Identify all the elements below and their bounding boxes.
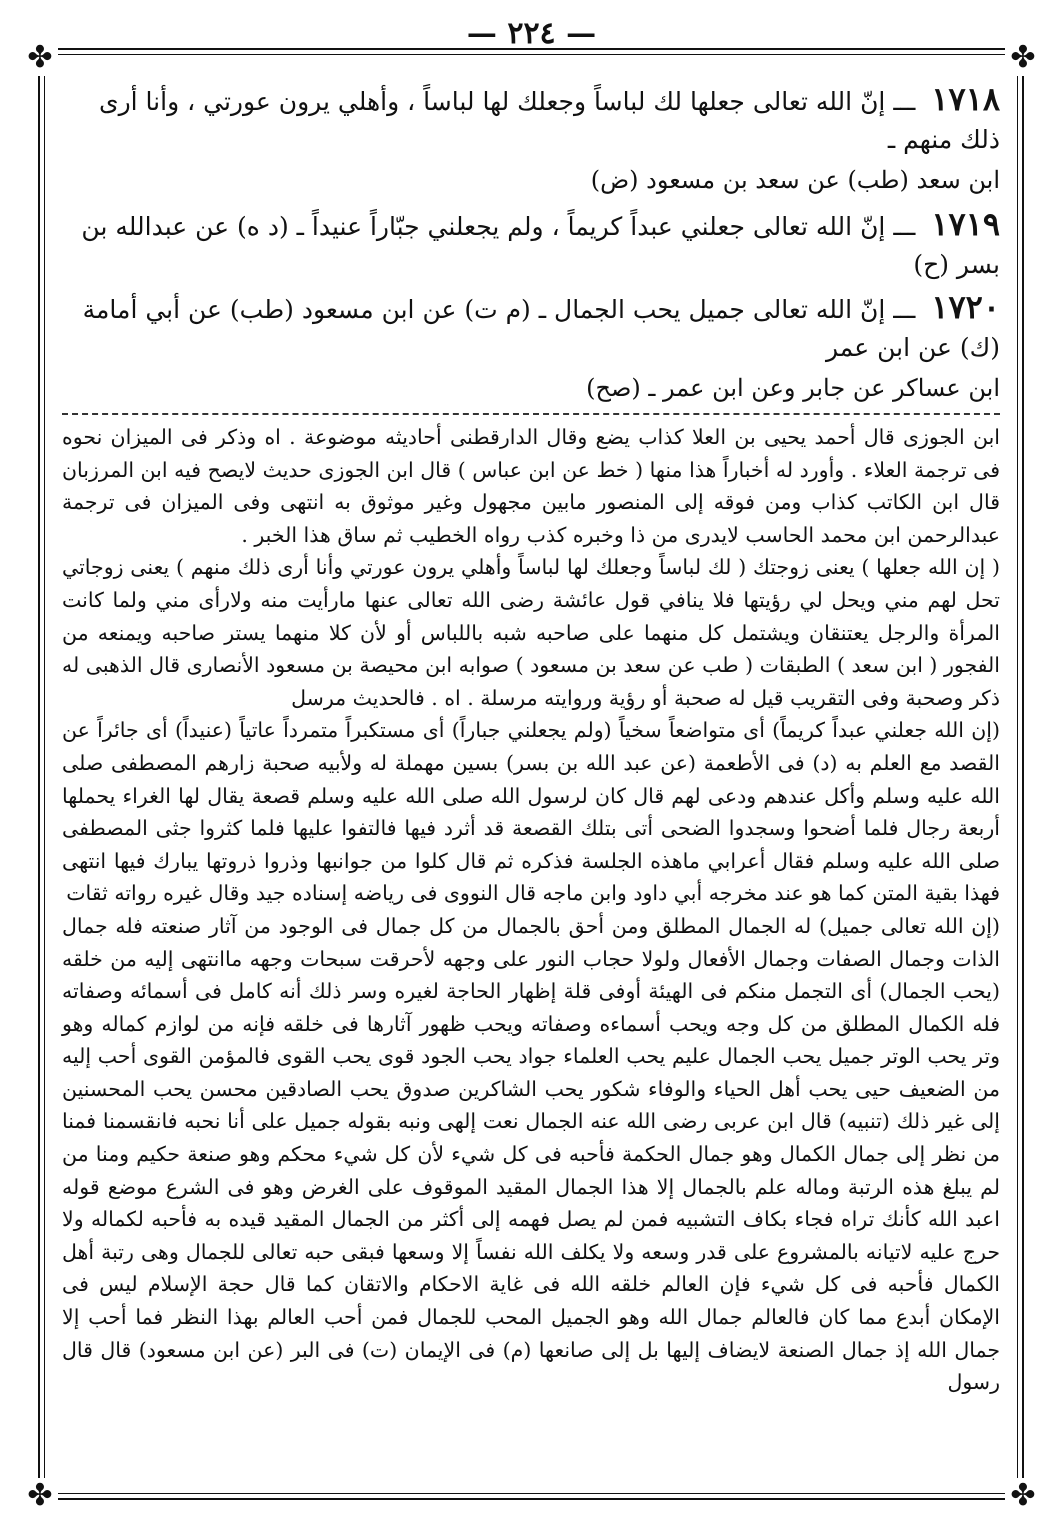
hadith-number: ١٧٢٠ xyxy=(931,288,1000,326)
hadith-entry xyxy=(62,205,1000,284)
commentary-paragraph: (إن الله تعالى جميل) له الجمال المطلق ومن أحق بالجمال من كل جمال فى الوجود من آثار صنعته فله جمال الذات وجمال الصفات وجمال الأفعال ولولا حجاب النور على وجهه لأحرقت سبحات وجهه ماانتهى إليه من خلقه (يحب الجمال) أى التجمل منكم فى الهيئة أوفى قلة إظهار الحاجة لغيره وسر ذلك أنه كامل فى أسمائه وصفاته فله الكمال المطلق من كل وجه ويحب أسماءه وصفاته ويحب ظهور آثارها فى خلقه فإنه من لوازم كماله وهو وتر يحب الوتر جميل يحب الجمال عليم يحب العلماء جواد يحب الجود قوى يحب القوى فالمؤمن القوى أحب إليه من الضعيف حيى يحب أهل الحياء والوفاء شكور يحب الشاكرين صدوق يحب الصادقين محسن يحب المحسنين إلى غير ذلك (تنبيه) قال ابن عربى رضى الله عنه الجمال نعت إلهى ونبه بقوله جميل على أنا نحبه فانقسمنا فمنا من نظر إلى جمال الكمال وهو جمال الحكمة فأحبه فى كل شيء لأن كل شيء محكم وهو صنعة حكيم ومنا من لم يبلغ هذه الرتبة وماله علم بالجمال إلا هذا الجمال المقيد الموقوف على الغرض وهو فى الشرع موضع قوله اعبد الله كأنك تراه فجاء بكاف التشبيه فمن لم يصل فهمه إلى أكثر من الجمال المقيد قيده به فأحبه لكماله ولا حرج عليه لاتيانه بالمشروع على قدر وسعه ولا يكلف الله نفساً إلا وسعها فبقى حبه تعالى للجمال وهى رتبة أهل الكمال فأحبه فى كل شيء فإن العالم خلقه الله فى غاية الاحكام والاتقان كما قال حجة الإسلام ليس فى الإمكان أبدع مما كان فالعالم جمال الله وهو الجميل المحب للجمال فمن أحب العالم بهذا النظر فما أحب إلا جمال الله إذ جمال الصنعة لايضاف إليها بل إلى صانعها (م) فى الإيمان (ت) فى البر (عن ابن مسعود) قال قال رسول xyxy=(62,913,1000,1395)
hadith-entry xyxy=(62,80,1000,159)
hadith-text: ـــ إنّ الله تعالى جعلها لك لباساً وجعلك لها لباساً ، وأهلي يرون عورتي ، وأنا أرى ذلك منهم ـ xyxy=(99,87,1000,154)
hadith-text: ـــ إنّ الله تعالى جعلني عبداً كريماً ، ولم يجعلني جبّاراً عنيداً ـ (د ه) عن عبدالله بن بسر (ح) xyxy=(81,212,1000,279)
corner-ornament-icon: ✤ xyxy=(22,1478,58,1514)
hadith-number: ١٧١٨ xyxy=(931,80,1000,118)
hadith-source: ابن سعد (طب) عن سعد بن مسعود (ض) xyxy=(590,166,1000,194)
hadith-source: ابن عساكر عن جابر وعن ابن عمر ـ (صح) xyxy=(586,374,1000,402)
corner-ornament-icon: ✤ xyxy=(1005,1478,1041,1514)
commentary-paragraph: (إن الله جعلني عبداً كريماً) أى متواضعاً سخياً (ولم يجعلني جباراً) أى مستكبراً متمرداً عاتياً (عنيداً) أى جائراً عن القصد مع العلم به (د) فى الأطعمة (عن عبد الله بن بسر) بسين مهملة له ولأبيه صحبة زارهم المصطفى صلى الله عليه وسلم وأكل عندهم ودعى لهم قال كان لرسول الله صلى الله عليه وسلم قصعة يقال لها الغراء يحملها أربعة رجال فلما أضحوا وسجدوا الضحى أتى بتلك القصعة قد أثرد فيها فالتفوا عليها فلما كثروا جثى المصطفى صلى الله عليه وسلم فقال أعرابي ماهذه الجلسة فذكره ثم قال كلوا من جوانبها وذروا ذروتها يبارك فيها انتهى فهذا بقية المتن كما هو عند مخرجه أبي داود وابن ماجه قال النووى فى رياضه إسناده جيد وقال غيره رواته ثقات xyxy=(62,718,1000,906)
commentary xyxy=(62,421,1000,1399)
page-number: — ٢٢٤ — xyxy=(466,16,597,51)
hadith-entry xyxy=(62,288,1000,367)
section-divider xyxy=(62,413,1000,415)
hadith-number: ١٧١٩ xyxy=(931,205,1000,243)
hadith-text: ـــ إنّ الله تعالى جميل يحب الجمال ـ (م ت) عن ابن مسعود (طب) عن أبي أمامة (ك) عن ابن عمر xyxy=(82,295,1000,362)
page-content xyxy=(62,80,1000,1399)
corner-ornament-icon: ✤ xyxy=(22,40,58,76)
corner-ornament-icon: ✤ xyxy=(1005,40,1041,76)
commentary-paragraph: ( إن الله جعلها ) يعنى زوجتك ( لك لباساً وجعلك لها لباساً وأهلي يرون عورتي وأنا أرى ذلك منهم ) يعنى زوجاتي تحل لهم مني ويحل لي رؤيتها فلا ينافي قول عائشة رضى الله تعالى عنها مارأيت منه ولارأى مني ولما كانت المرأة والرجل يعتنقان ويشتمل كل منهما على صاحبه شبه باللباس أو لأن كلا منهما يستر صاحبه ويمنعه من الفجور ( ابن سعد ) الطبقات ( طب عن سعد بن مسعود ) صوابه ابن محيصة بن مسعود الأنصارى قال الذهبى له ذكر وصحبة وفى التقريب قيل له صحبة أو رؤية وروايته مرسلة . اه . فالحديث مرسل xyxy=(62,555,1000,710)
commentary-paragraph: ابن الجوزى قال أحمد يحيى بن العلا كذاب يضع وقال الدارقطنى أحاديثه موضوعة . اه وذكر فى الميزان نحوه فى ترجمة العلاء . وأورد له أخباراً هذا منها ( خط عن ابن عباس ) قال ابن الجوزى حديث لايصح فيه ابن المرزبان قال ابن الكاتب كذاب ومن فوقه إلى المنصور مابين مجهول وغير موثوق به انتهى وفى الميزان فى ترجمة عبدالرحمن ابن محمد الحاسب لايدرى من ذا وخبره كذب رواه الخطيب ثم ساق هذا الخبر . xyxy=(62,425,1000,547)
